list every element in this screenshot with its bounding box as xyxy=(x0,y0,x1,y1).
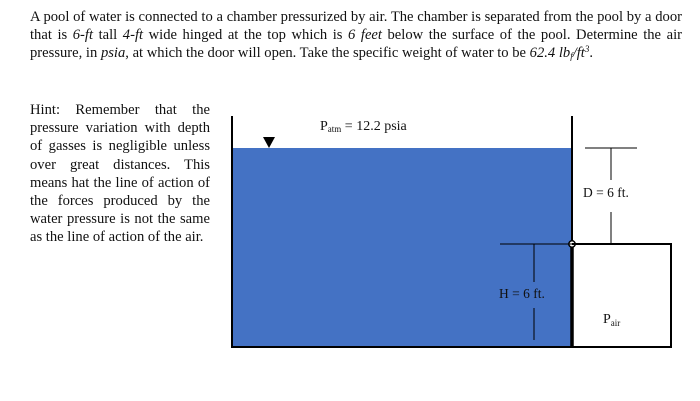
water-region xyxy=(232,148,572,346)
pair-label: $P_{air}$ xyxy=(603,312,621,328)
hinge-depth-value: 6 feet xyxy=(348,27,382,44)
problem-statement: A pool of water is connected to a chamber pressurized by air. The chamber is separated from the pool by a door that is 6-ft tall 4-ft wide hinged at the top which is 6 feet below the surface of the pool. Determine the air pressure, in psia, at which the door will open. Take the specific weight of water to be 62.4 $lb_f/ft^3$. xyxy=(30,9,682,62)
patm-label: Patm = 12.2 psia xyxy=(320,119,407,134)
hint-text: Hint: Remember that the pressure variation with depth of gasses is negligible unless over great distances. This means hat the line of action of the forces produced by the water pressure is not the same as the line of action of the air. xyxy=(30,102,210,246)
door-width-value: 4-ft xyxy=(122,27,144,44)
d-dimension-label: D = 6 ft. xyxy=(583,185,629,200)
h-dimension-label: H = 6 ft. xyxy=(499,286,545,301)
free-surface-marker xyxy=(263,137,275,148)
pressure-unit: psia xyxy=(100,45,126,62)
specific-weight-value: 62.4 $lb_f/ft^3$ xyxy=(529,44,590,62)
door-height-value: 6-ft xyxy=(72,27,94,44)
